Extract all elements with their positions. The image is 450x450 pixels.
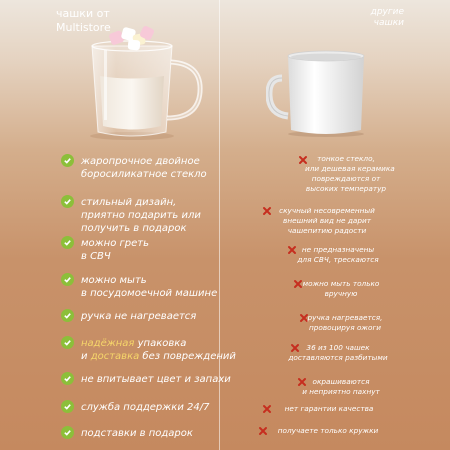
drawback-text — [305, 154, 395, 194]
drawback-line: доставляются разбитыми — [288, 353, 388, 362]
advantage-line: жаропрочное двойное — [81, 156, 200, 167]
drawback-text — [266, 426, 390, 436]
drawback-line: или дешевая керамика — [305, 164, 395, 173]
drawback-line: окрашиваются — [312, 377, 370, 386]
drawback-text — [296, 377, 386, 397]
drawback-line: повреждаются от — [311, 174, 381, 183]
advantage-line: не впитывает цвет и запахи — [81, 374, 231, 385]
check-icon — [61, 195, 74, 208]
multistore-header-line: чашки от — [56, 7, 110, 20]
drawback-line: тонкое стекло, — [317, 154, 375, 163]
advantage-line — [81, 337, 236, 350]
advantage-text — [81, 337, 236, 363]
white-mug-image — [266, 48, 374, 138]
drawback-line: 36 из 100 чашек — [306, 343, 370, 352]
drawback-line: скучный несовременный — [279, 206, 375, 215]
check-icon — [61, 154, 74, 167]
drawback-text — [266, 206, 388, 236]
advantage-line: получить в подарок — [81, 223, 187, 234]
drawback-line: нет гарантии качества — [284, 404, 374, 413]
advantage-line-rest: без повреждений — [139, 351, 236, 362]
drawback-line: вручную — [324, 289, 358, 298]
advantage-line — [81, 350, 236, 363]
drawback-text — [288, 343, 388, 363]
multistore-header-line: Multistore — [56, 21, 111, 34]
advantage-line: ручка не нагревается — [81, 311, 197, 322]
advantage-line: можно греть — [81, 238, 149, 249]
drawback-line: внешний вид не дарит — [283, 216, 371, 225]
advantage-line: стильный дизайн, — [81, 197, 177, 208]
advantage-line-prefix: и — [81, 351, 91, 362]
drawback-line: чашепитию радости — [287, 226, 367, 235]
drawback-text — [300, 313, 390, 333]
check-icon — [61, 236, 74, 249]
advantage-line: приятно подарить или — [81, 210, 201, 221]
check-icon — [61, 309, 74, 322]
drawback-line: получаете только кружки — [277, 426, 379, 435]
other-cups-header-line: другие — [370, 7, 404, 17]
check-icon — [61, 426, 74, 439]
check-icon — [61, 372, 74, 385]
drawback-line: для СВЧ, трескаются — [297, 255, 379, 264]
other-cups-header-line: чашки — [373, 18, 404, 28]
drawback-text — [270, 404, 388, 414]
advantage-line: можно мыть — [81, 275, 147, 286]
drawback-line: ручка нагревается, — [307, 313, 383, 322]
advantage-text — [81, 373, 231, 386]
advantage-line: боросиликатное стекло — [81, 169, 207, 180]
check-icon — [61, 273, 74, 286]
advantage-text — [81, 196, 201, 235]
check-icon — [61, 336, 74, 349]
advantage-line: служба поддержки 24/7 — [81, 402, 210, 413]
drawback-line: и неприятно пахнут — [302, 387, 380, 396]
advantage-text — [81, 427, 193, 440]
drawback-line: не предназначены — [301, 245, 375, 254]
drawback-line: высоких температур — [305, 184, 387, 193]
highlight-word: надёжная — [81, 338, 135, 349]
advantage-text — [81, 155, 207, 181]
drawback-text — [296, 279, 386, 299]
check-icon — [61, 400, 74, 413]
advantage-line: подставки в подарок — [81, 428, 193, 439]
drawback-text — [288, 245, 388, 265]
other-cups-header — [371, 7, 404, 29]
advantage-line-rest: упаковка — [134, 338, 187, 349]
advantage-text — [81, 274, 217, 300]
advantage-line: в посудомоечной машине — [81, 288, 218, 299]
advantage-text — [81, 401, 209, 414]
advantage-text — [81, 310, 196, 323]
drawback-line: можно мыть только — [302, 279, 380, 288]
glass-mug-image — [70, 24, 220, 142]
drawback-line: провоцируя ожоги — [308, 323, 382, 332]
highlight-word: доставка — [90, 351, 140, 362]
advantage-line: в СВЧ — [81, 251, 111, 262]
advantage-text — [81, 237, 149, 263]
